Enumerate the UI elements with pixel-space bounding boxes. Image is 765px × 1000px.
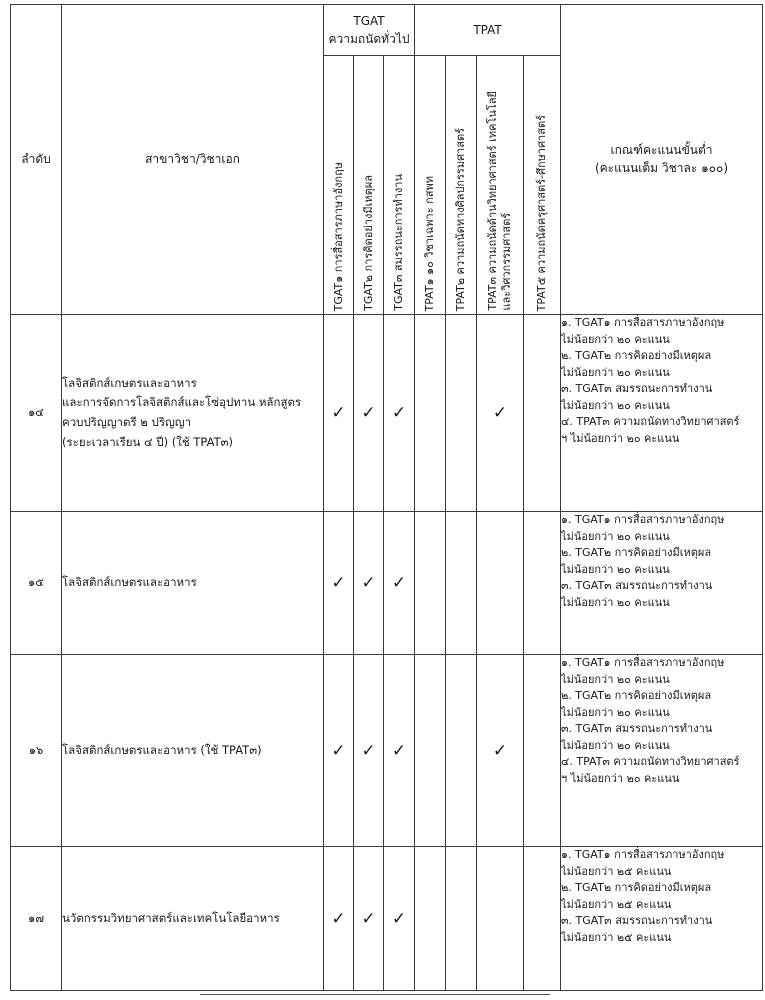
header-subject-tgat2: TGAT๒ การคิดอย่างมีเหตุผล (354, 56, 384, 315)
check-tgat3: ✓ (384, 655, 415, 847)
criteria-text: ๑. TGAT๑ การสื่อสารภาษาอังกฤษ ไม่น้อยกว่า ๒๐ คะแนน ๒. TGAT๒ การคิดอย่างมีเหตุผล ไม่น้อยกว่า ๒๐ คะแนน ๓. TGAT๓ สมรรถนะการทำงาน ไม่น้อยกว่า ๒๐ คะแนน ๔. TPAT๓ ความถนัดทางวิทยาศาสตร์ ฯ ไม่น้อยกว่า ๒๐ คะแนน (561, 655, 763, 847)
header-program: สาขาวิชา/วิชาเอก (62, 5, 324, 315)
check-tgat1: ✓ (324, 315, 354, 512)
check-tgat3: ✓ (384, 847, 415, 991)
check-tpat5 (524, 512, 561, 655)
row-index: ๑๕ (11, 512, 62, 655)
table-row (11, 315, 763, 512)
criteria-text: ๑. TGAT๑ การสื่อสารภาษาอังกฤษ ไม่น้อยกว่า ๒๐ คะแนน ๒. TGAT๒ การคิดอย่างมีเหตุผล ไม่น้อยกว่า ๒๐ คะแนน ๓. TGAT๓ สมรรถนะการทำงาน ไม่น้อยกว่า ๒๐ คะแนน ๔. TPAT๓ ความถนัดทางวิทยาศาสตร์ ฯ ไม่น้อยกว่า ๒๐ คะแนน (561, 315, 763, 512)
header-group-tpat: TPAT (415, 5, 561, 56)
row-index: ๑๗ (11, 847, 62, 991)
check-tgat1: ✓ (324, 512, 354, 655)
check-tgat1: ✓ (324, 847, 354, 991)
check-tpat1 (415, 847, 446, 991)
header-subject-tpat2: TPAT๒ ความถนัดทางศิลปกรรมศาสตร์ (446, 56, 477, 315)
header-subject-tpat3: TPAT๓ ความถนัดด้านวิทยาศาสตร์ เทคโนโลยี และวิศวกรรมศาสตร์ (477, 56, 524, 315)
program-name: โลจิสติกส์เกษตรและอาหาร (ใช้ TPAT๓) (62, 655, 324, 847)
program-name: โลจิสติกส์เกษตรและอาหาร (62, 512, 324, 655)
header-subject-tgat1: TGAT๑ การสื่อสารภาษาอังกฤษ (324, 56, 354, 315)
row-index: ๑๔ (11, 315, 62, 512)
check-tpat3: ✓ (477, 315, 524, 512)
header-subject-tpat1: TPAT๑ ๑๐ วิชาเฉพาะ กสพท (415, 56, 446, 315)
check-tgat2: ✓ (354, 512, 384, 655)
check-tpat2 (446, 847, 477, 991)
check-tpat1 (415, 655, 446, 847)
check-tpat1 (415, 315, 446, 512)
table-row (11, 847, 763, 991)
check-tpat3: ✓ (477, 655, 524, 847)
table-row (11, 512, 763, 655)
check-tgat2: ✓ (354, 847, 384, 991)
program-name: นวัตกรรมวิทยาศาสตร์และเทคโนโลยีอาหาร (62, 847, 324, 991)
header-row-groups (11, 5, 763, 56)
program-name: โลจิสติกส์เกษตรและอาหาร และการจัดการโลจิสติกส์และโซ่อุปทาน หลักสูตร ควบปริญญาตรี ๒ ปริญญา (ระยะเวลาเรียน ๔ ปี) (ใช้ TPAT๓) (62, 315, 324, 512)
header-subject-tpat5: TPAT๕ ความถนัดครุศาสตร์-ศึกษาศาสตร์ (524, 56, 561, 315)
check-tpat1 (415, 512, 446, 655)
criteria-text: ๑. TGAT๑ การสื่อสารภาษาอังกฤษ ไม่น้อยกว่า ๒๕ คะแนน ๒. TGAT๒ การคิดอย่างมีเหตุผล ไม่น้อยกว่า ๒๕ คะแนน ๓. TGAT๓ สมรรถนะการทำงาน ไม่น้อยกว่า ๒๕ คะแนน (561, 847, 763, 991)
header-group-tgat: TGAT ความถนัดทั่วไป (324, 5, 415, 56)
check-tpat5 (524, 315, 561, 512)
check-tpat2 (446, 315, 477, 512)
check-tpat2 (446, 512, 477, 655)
row-index: ๑๖ (11, 655, 62, 847)
check-tpat3 (477, 847, 524, 991)
check-tpat2 (446, 655, 477, 847)
header-subject-tgat3: TGAT๓ สมรรถนะการทำงาน (384, 56, 415, 315)
check-tgat2: ✓ (354, 315, 384, 512)
check-tpat5 (524, 655, 561, 847)
check-tgat2: ✓ (354, 655, 384, 847)
check-tpat3 (477, 512, 524, 655)
table-row (11, 655, 763, 847)
check-tgat1: ✓ (324, 655, 354, 847)
footer-divider (200, 994, 550, 995)
check-tgat3: ✓ (384, 512, 415, 655)
check-tgat3: ✓ (384, 315, 415, 512)
check-tpat5 (524, 847, 561, 991)
criteria-text: ๑. TGAT๑ การสื่อสารภาษาอังกฤษ ไม่น้อยกว่า ๒๐ คะแนน ๒. TGAT๒ การคิดอย่างมีเหตุผล ไม่น้อยกว่า ๒๐ คะแนน ๓. TGAT๓ สมรรถนะการทำงาน ไม่น้อยกว่า ๒๐ คะแนน (561, 512, 763, 655)
header-index: ลำดับ (11, 5, 62, 315)
admission-criteria-table (10, 4, 763, 991)
header-criteria: เกณฑ์คะแนนขั้นต่ำ (คะแนนเต็ม วิชาละ ๑๐๐) (561, 5, 763, 315)
